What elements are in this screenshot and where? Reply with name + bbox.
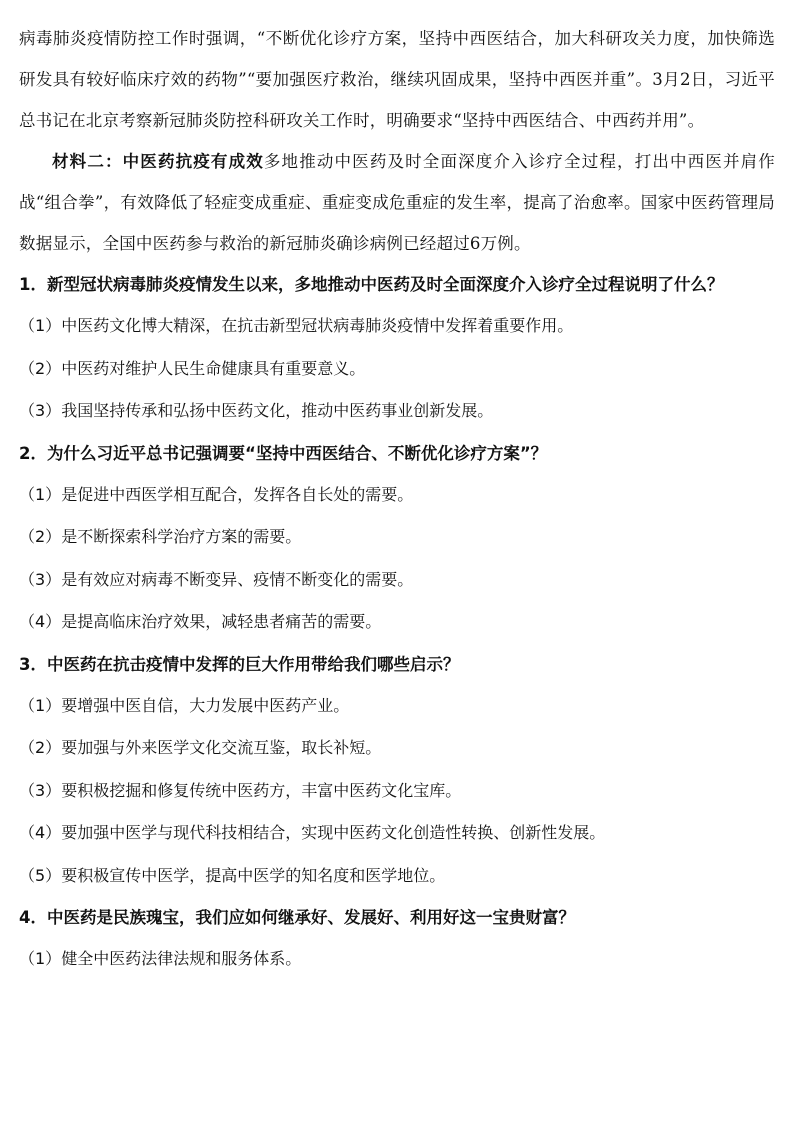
answer-text: 要积极宣传中医学，提高中医学的知名度和医学地位。 — [61, 865, 446, 885]
answer-number: （3） — [19, 780, 62, 800]
answer-number: （1） — [19, 484, 62, 504]
answer-item — [19, 938, 775, 981]
answer-item — [19, 855, 775, 898]
answer-item — [19, 305, 775, 348]
question-title: 4．中医药是民族瑰宝，我们应如何继承好、发展好、利用好这一宝贵财富？ — [19, 908, 575, 927]
answer-item — [19, 559, 775, 602]
material-two-heading: 材料二：中医药抗疫有成效 — [52, 152, 264, 171]
answer-item — [19, 727, 775, 770]
question-title: 3．中医药在抗击疫情中发挥的巨大作用带给我们哪些启示？ — [19, 654, 460, 674]
answer-item — [19, 601, 775, 644]
answer-number: （1） — [19, 695, 62, 715]
answer-item — [19, 770, 775, 813]
answer-text: 健全中医药法律法规和服务体系。 — [61, 949, 302, 968]
intro-paragraph: 病毒肺炎疫情防控工作时强调，“不断优化诊疗方案，坚持中西医结合，加大科研攻关力度，加快筛选研发具有较好临床疗效的药物”“要加强医疗救治，继续巩固成果，坚持中西医并重”。3月2日，习近平总书记在北京考察新冠肺炎防控科研攻关工作时，明确要求“坚持中西医结合、中西药并用”。 — [19, 29, 775, 130]
question-block-3 — [19, 644, 775, 898]
question-block-4 — [19, 897, 775, 981]
answer-number: （3） — [19, 401, 62, 420]
answer-number: （1） — [19, 949, 62, 968]
answer-text: 要加强与外来医学文化交流互鉴，取长补短。 — [61, 738, 382, 757]
answer-text: 是不断探索科学治疗方案的需要。 — [61, 527, 302, 546]
answer-number: （2） — [19, 738, 62, 757]
answer-number: （4） — [19, 823, 62, 842]
material-two-text: 多地推动中医药及时全面深度介入诊疗全过程，打出中西医并肩作战“组合拳”，有效降低了轻症变成重症、重症变成危重症的发生率，提高了治愈率。国家中医药管理局数据显示，全国中医药参与救治的新冠肺炎确诊病例已经超过6万例。 — [19, 152, 775, 253]
answer-text: 我国坚持传承和弘扬中医药文化，推动中医药事业创新发展。 — [61, 401, 494, 420]
answer-number: （4） — [19, 612, 62, 631]
answer-text: 中医药对维护人民生命健康具有重要意义。 — [61, 358, 366, 378]
answer-text: 要加强中医学与现代科技相结合，实现中医药文化创造性转换、创新性发展。 — [61, 823, 606, 842]
answer-item — [19, 685, 775, 728]
answer-number: （2） — [19, 358, 62, 378]
answer-item — [19, 812, 775, 855]
answer-item — [19, 348, 775, 391]
answer-text: 是有效应对病毒不断变异、疫情不断变化的需要。 — [61, 569, 414, 589]
answer-item — [19, 474, 775, 517]
answer-item — [19, 516, 775, 559]
question-title: 1．新型冠状病毒肺炎疫情发生以来，多地推动中医药及时全面深度介入诊疗全过程说明了什么？ — [19, 275, 724, 294]
material-two-paragraph — [19, 141, 775, 264]
answer-text: 是提高临床治疗效果，减轻患者痛苦的需要。 — [61, 612, 382, 631]
answer-number: （2） — [19, 527, 62, 546]
answer-number: （3） — [19, 569, 62, 589]
answer-text: 中医药文化博大精深，在抗击新型冠状病毒肺炎疫情中发挥着重要作用。 — [61, 316, 574, 335]
answer-number: （1） — [19, 316, 62, 335]
answer-number: （5） — [19, 865, 62, 885]
question-block-1 — [19, 264, 775, 433]
answer-item — [19, 390, 775, 433]
answer-text: 要积极挖掘和修复传统中医药方，丰富中医药文化宝库。 — [61, 780, 462, 800]
question-block-2 — [19, 433, 775, 644]
answer-text: 是促进中西医学相互配合，发挥各自长处的需要。 — [61, 484, 414, 504]
question-title: 2．为什么习近平总书记强调要“坚持中西医结合、不断优化诊疗方案”？ — [19, 443, 548, 463]
answer-text: 要增强中医自信，大力发展中医药产业。 — [61, 695, 350, 715]
